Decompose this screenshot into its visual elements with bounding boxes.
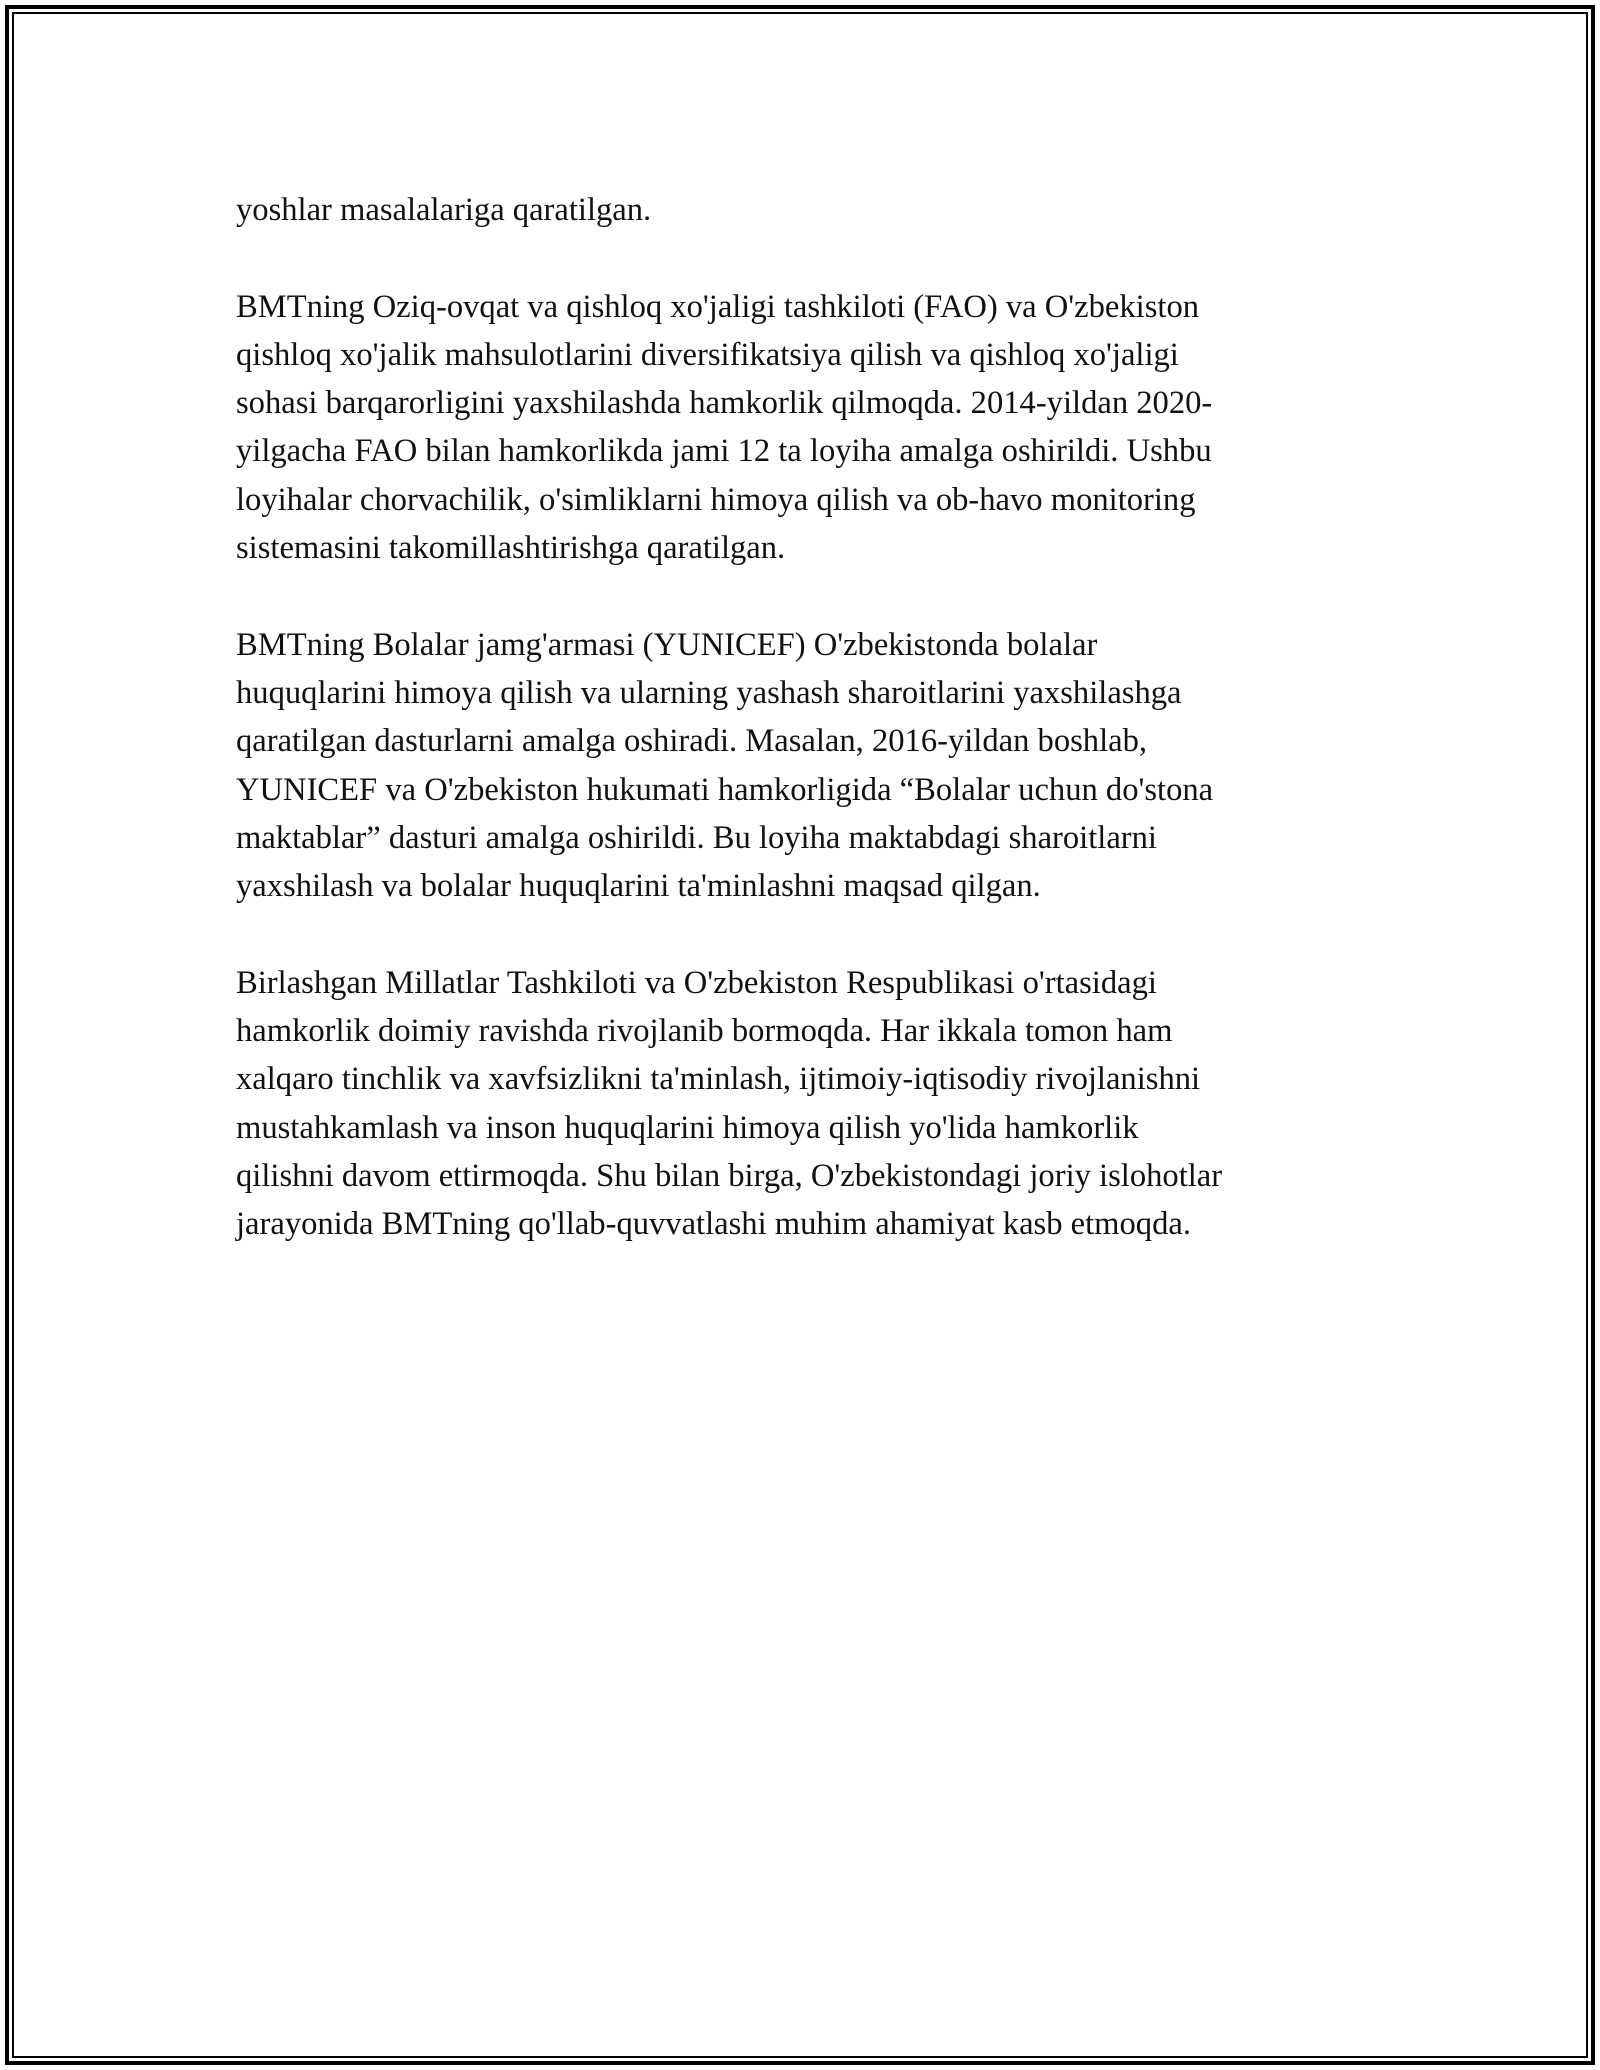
- document-body: [236, 186, 1364, 1297]
- text-line: yoshlar masalalariga qaratilgan.: [236, 192, 652, 228]
- text-line: yaxshilash va bolalar huquqlarini ta'minlashni maqsad qilgan.: [236, 868, 1041, 905]
- text-line: hamkorlik doimiy ravishda rivojlanib bormoqda. Har ikkala tomon ham: [236, 1013, 1173, 1050]
- text-line: YUNICEF va O'zbekiston hukumati hamkorligida “Bolalar uchun do'stona: [236, 771, 1214, 808]
- paragraph-fao: [236, 283, 1364, 573]
- paragraph-unicef: [236, 621, 1364, 911]
- text-line: Birlashgan Millatlar Tashkiloti va O'zbekiston Respublikasi o'rtasidagi: [236, 964, 1157, 1001]
- text-line: qaratilgan dasturlarni amalga oshiradi. Masalan, 2016-yildan boshlab,: [236, 723, 1148, 760]
- text-line: sistemasini takomillashtirishga qaratilgan.: [236, 530, 786, 567]
- paragraph-intro-tail: [236, 186, 1364, 234]
- paragraph-conclusion: [236, 959, 1364, 1249]
- text-line: BMTning Oziq-ovqat va qishloq xo'jaligi tashkiloti (FAO) va O'zbekiston: [236, 288, 1200, 325]
- text-line: sohasi barqarorligini yaxshilashda hamkorlik qilmoqda. 2014-yildan 2020-: [236, 385, 1213, 422]
- text-line: maktablar” dasturi amalga oshirildi. Bu loyiha maktabdagi sharoitlarni: [236, 819, 1157, 856]
- text-line: loyihalar chorvachilik, o'simliklarni himoya qilish va ob-havo monitoring: [236, 481, 1196, 518]
- text-line: qilishni davom ettirmoqda. Shu bilan birga, O'zbekistondagi joriy islohotlar: [236, 1157, 1223, 1194]
- text-line: jarayonida BMTning qo'llab-quvvatlashi muhim ahamiyat kasb etmoqda.: [236, 1206, 1191, 1243]
- text-line: BMTning Bolalar jamg'armasi (YUNICEF) O'zbekistonda bolalar: [236, 626, 1098, 663]
- text-line: yilgacha FAO bilan hamkorlikda jami 12 ta loyiha amalga oshirildi. Ushbu: [236, 433, 1212, 470]
- text-line: xalqaro tinchlik va xavfsizlikni ta'minlash, ijtimoiy-iqtisodiy rivojlanishni: [236, 1061, 1201, 1098]
- text-line: qishloq xo'jalik mahsulotlarini diversifikatsiya qilish va qishloq xo'jaligi: [236, 336, 1179, 373]
- text-line: mustahkamlash va inson huquqlarini himoya qilish yo'lida hamkorlik: [236, 1109, 1139, 1146]
- text-line: huquqlarini himoya qilish va ularning yashash sharoitlarini yaxshilashga: [236, 674, 1182, 711]
